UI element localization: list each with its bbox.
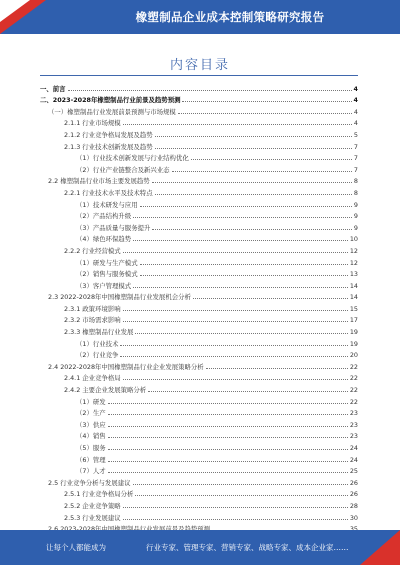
- toc-entry-page: 24: [349, 455, 358, 464]
- toc-entry-leader: [152, 229, 352, 230]
- toc-entry-text: （7）人才: [76, 467, 106, 476]
- toc-entry-leader: [152, 182, 352, 183]
- toc-entry-page: 4: [353, 96, 358, 105]
- toc-entry-text: （2）行业产业链整合及新兴业态: [76, 165, 170, 174]
- toc-heading: 内容目录: [169, 58, 230, 73]
- toc-entry-text: 2.2.2 行业经营模式: [64, 246, 121, 255]
- toc-entry-text: 2.1.2 行业竞争格局发展及趋势: [64, 130, 153, 139]
- toc-entry-leader: [68, 90, 352, 91]
- toc-entry-page: 9: [353, 212, 358, 221]
- toc-entry-page: 12: [349, 246, 358, 255]
- toc-entry-leader: [206, 368, 348, 369]
- toc-entry-leader: [120, 356, 347, 357]
- toc-entry-leader: [108, 437, 348, 438]
- toc-entry-text: （6）管理: [76, 455, 106, 464]
- toc-entry[interactable]: [40, 324, 358, 336]
- toc-entry-text: 2.1.3 行业技术创新发展及趋势: [64, 142, 153, 151]
- toc-entry-leader: [108, 461, 348, 462]
- toc-entry-leader: [123, 507, 348, 508]
- toc-entry[interactable]: [40, 255, 358, 267]
- toc-entry-page: 30: [349, 513, 358, 522]
- toc-entry-leader: [193, 298, 348, 299]
- toc-entry-page: 14: [349, 293, 358, 302]
- toc-entry-text: 一、前言: [40, 84, 66, 93]
- toc-entry-text: （1）行业技术创新发展与行业结构优化: [76, 154, 189, 163]
- toc-entry[interactable]: [40, 174, 358, 186]
- toc-entry-leader: [133, 217, 352, 218]
- toc-entry-text: （4）销售: [76, 432, 106, 441]
- toc-entry-text: 2.1.1 行业市场规模: [64, 119, 121, 128]
- toc-entry-page: 19: [349, 339, 358, 348]
- toc-entry-text: 2.4 2022-2028年中国橡塑制品行业企业发展策略分析: [48, 362, 204, 371]
- toc-entry-text: 2.5.3 行业发展建议: [64, 513, 121, 522]
- toc-entry-text: 2.3.2 市场需求影响: [64, 316, 121, 325]
- toc-entry-page: 22: [349, 374, 358, 383]
- toc-entry-leader: [123, 379, 348, 380]
- header-banner: [0, 0, 400, 34]
- toc-entry[interactable]: [40, 487, 358, 499]
- toc-entry-page: 26: [349, 478, 358, 487]
- toc-entry-text: 2.2 橡塑制品行业市场主要发展趋势: [48, 177, 150, 186]
- toc-entry-page: 8: [353, 188, 358, 197]
- toc-entry-page: 13: [349, 270, 358, 279]
- toc-entry-text: 2.4.2 主要企业发展策略分析: [64, 386, 147, 395]
- toc-entry[interactable]: [40, 371, 358, 383]
- table-of-contents: [40, 81, 358, 556]
- toc-entry-leader: [133, 240, 348, 241]
- toc-entry-page: 9: [353, 200, 358, 209]
- toc-entry-text: 2.3.3 橡塑制品行业发展: [64, 328, 134, 337]
- toc-entry-text: 2.3 2022-2028年中国橡塑制品行业发展机会分析: [48, 293, 191, 302]
- toc-entry[interactable]: [40, 336, 358, 348]
- toc-entry[interactable]: [40, 417, 358, 429]
- toc-entry-text: （1）研发: [76, 397, 106, 406]
- toc-entry-leader: [155, 194, 352, 195]
- toc-entry-page: 7: [353, 154, 358, 163]
- toc-entry-text: 2.3.1 政策环境影响: [64, 304, 121, 313]
- toc-entry-leader: [108, 403, 348, 404]
- toc-entry-leader: [133, 287, 348, 288]
- toc-entry-leader: [108, 449, 348, 450]
- toc-entry-page: 15: [349, 304, 358, 313]
- toc-entry[interactable]: [40, 394, 358, 406]
- toc-entry[interactable]: [40, 232, 358, 244]
- toc-entry-text: （3）产品质量与服务提升: [76, 223, 151, 232]
- toc-entry-leader: [108, 414, 348, 415]
- toc-entry-leader: [123, 310, 348, 311]
- toc-entry[interactable]: [40, 429, 358, 441]
- toc-entry-leader: [155, 136, 352, 137]
- toc-entry-page: 23: [349, 432, 358, 441]
- toc-entry[interactable]: [40, 498, 358, 510]
- footer-banner: [0, 530, 400, 565]
- toc-entry[interactable]: [40, 313, 358, 325]
- toc-entry-page: 23: [349, 420, 358, 429]
- toc-entry-page: 25: [349, 467, 358, 476]
- toc-entry-text: 2.5.2 企业竞争策略: [64, 501, 121, 510]
- toc-entry-page: 22: [349, 362, 358, 371]
- toc-entry-text: （2）产品结构升级: [76, 212, 132, 221]
- toc-entry[interactable]: [40, 290, 358, 302]
- toc-entry-text: （1）研发与生产模式: [76, 258, 138, 267]
- toc-entry[interactable]: [40, 278, 358, 290]
- toc-entry-text: （2）行业竞争: [76, 351, 119, 360]
- toc-entry[interactable]: [40, 162, 358, 174]
- toc-entry[interactable]: [40, 452, 358, 464]
- header-white-corner: [0, 0, 30, 22]
- toc-entry-text: （1）技术研发与应用: [76, 200, 138, 209]
- toc-entry-leader: [155, 148, 352, 149]
- toc-entry-leader: [182, 101, 351, 102]
- toc-entry[interactable]: [40, 359, 358, 371]
- toc-entry-page: 26: [349, 490, 358, 499]
- toc-entry-text: （1）行业技术: [76, 339, 119, 348]
- toc-entry-text: （5）服务: [76, 444, 106, 452]
- toc-entry[interactable]: [40, 475, 358, 487]
- toc-entry-leader: [123, 321, 348, 322]
- toc-entry-page: 4: [353, 119, 358, 128]
- toc-entry-text: （3）客户管理模式: [76, 281, 132, 290]
- toc-entry-leader: [191, 159, 352, 160]
- toc-entry-page: 20: [349, 351, 358, 360]
- toc-heading-rule: [40, 75, 358, 76]
- toc-entry-page: 4: [353, 84, 358, 93]
- toc-entry[interactable]: [40, 464, 358, 476]
- toc-entry[interactable]: [40, 104, 358, 116]
- toc-entry-page: 24: [349, 444, 358, 452]
- toc-entry[interactable]: [40, 348, 358, 360]
- toc-entry[interactable]: [40, 406, 358, 418]
- toc-entry[interactable]: [40, 151, 358, 163]
- toc-entry-leader: [172, 171, 352, 172]
- footer-slogan-right: 行业专家、管理专家、营销专家、战略专家、成本企业家……: [146, 543, 349, 552]
- toc-entry-page: 7: [353, 165, 358, 174]
- toc-entry-page: 22: [349, 386, 358, 395]
- toc-entry-leader: [140, 206, 352, 207]
- toc-entry[interactable]: [40, 510, 358, 522]
- toc-entry[interactable]: [40, 116, 358, 128]
- toc-entry[interactable]: [40, 81, 358, 93]
- toc-entry-text: 2.4.1 企业竞争格局: [64, 374, 121, 383]
- toc-entry-page: 8: [353, 177, 358, 186]
- toc-entry[interactable]: [40, 382, 358, 394]
- toc-entry-page: 10: [349, 235, 358, 244]
- toc-entry-page: 9: [353, 223, 358, 232]
- toc-entry-text: （2）生产: [76, 409, 106, 418]
- toc-entry-leader: [135, 495, 347, 496]
- toc-entry-leader: [135, 333, 347, 334]
- toc-entry-page: 14: [349, 281, 358, 290]
- report-title: 橡塑制品企业成本控制策略研究报告: [135, 10, 325, 24]
- toc-entry-page: 22: [349, 397, 358, 406]
- toc-entry-page: 4: [353, 107, 358, 116]
- toc-entry-leader: [178, 113, 352, 114]
- toc-entry[interactable]: [40, 185, 358, 197]
- toc-entry[interactable]: [40, 220, 358, 232]
- toc-entry-page: 7: [353, 142, 358, 151]
- toc-entry-text: （一）橡塑制品行业发展前景预测与市场规模: [48, 107, 176, 116]
- toc-entry-text: 2.2.1 行业技术水平及技术特点: [64, 188, 153, 197]
- toc-entry-leader: [120, 345, 347, 346]
- footer-slogan-left: 让每个人都能成为: [46, 543, 106, 552]
- toc-entry-leader: [123, 252, 348, 253]
- toc-entry[interactable]: [40, 197, 358, 209]
- toc-entry-page: 28: [349, 501, 358, 510]
- toc-entry[interactable]: [40, 301, 358, 313]
- toc-entry-leader: [108, 472, 348, 473]
- toc-entry-leader: [123, 124, 352, 125]
- toc-entry[interactable]: [40, 139, 358, 151]
- toc-entry-text: （4）绿色环保趋势: [76, 235, 132, 244]
- toc-entry[interactable]: [40, 93, 358, 105]
- toc-entry-leader: [108, 426, 348, 427]
- toc-entry-text: 2.5 行业竞争分析与发展建议: [48, 478, 131, 487]
- toc-entry-text: 2.5.1 行业竞争格局分析: [64, 490, 134, 499]
- toc-entry-leader: [140, 264, 348, 265]
- toc-entry[interactable]: [40, 440, 358, 452]
- toc-entry-leader: [148, 391, 348, 392]
- toc-entry[interactable]: [40, 267, 358, 279]
- toc-entry[interactable]: [40, 243, 358, 255]
- footer-red-corner: [360, 530, 400, 565]
- toc-entry-leader: [133, 484, 348, 485]
- toc-entry[interactable]: [40, 127, 358, 139]
- toc-entry-page: 12: [349, 258, 358, 267]
- toc-entry-text: （2）销售与服务模式: [76, 270, 138, 279]
- toc-entry-leader: [140, 275, 348, 276]
- toc-entry-page: 5: [353, 130, 358, 139]
- toc-entry-page: 19: [349, 328, 358, 337]
- toc-entry-leader: [123, 519, 348, 520]
- toc-entry-page: 23: [349, 409, 358, 418]
- toc-entry-text: 二、2023-2028年橡塑制品行业前景及趋势预测: [40, 96, 181, 105]
- toc-entry-page: 17: [349, 316, 358, 325]
- toc-entry-text: （3）供应: [76, 420, 106, 429]
- toc-entry[interactable]: [40, 209, 358, 221]
